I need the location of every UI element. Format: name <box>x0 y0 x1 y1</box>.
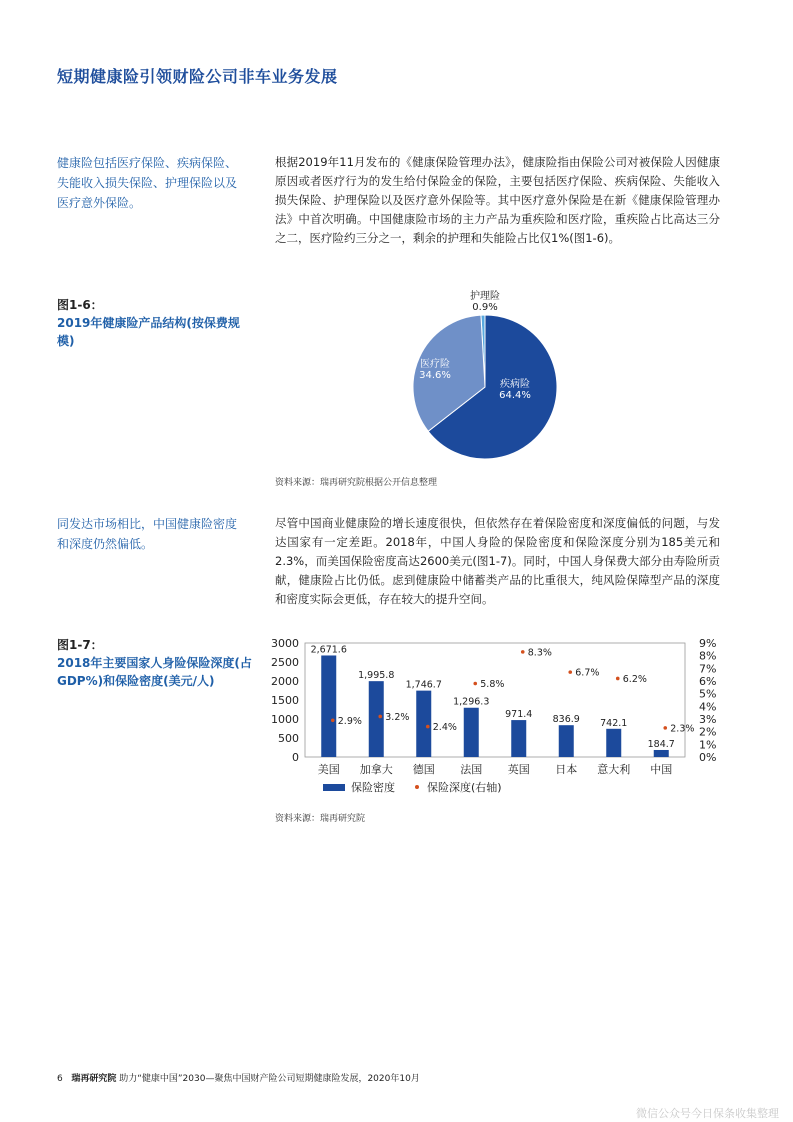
y-left-tick-label: 2500 <box>271 656 299 669</box>
bar-value-label: 1,995.8 <box>358 670 395 682</box>
body-paragraph-2: 尽管中国商业健康险的增长速度很快，但依然存在着保险密度和深度偏低的问题，与发达国家有一定差距。2018年，中国人身险的保险密度和保险深度分别为185美元和2.3%，而美国保险密度高达2600美元(图1-7)。同时，中国人身保费大部分由寿险所贡献，健康险占比仍低。虑到健康险中储蓄类产品的比重很大，纯风险保障型产品的深度和密度实际会更低，存在较大的提升空间。 <box>275 516 720 606</box>
depth-point <box>521 650 525 654</box>
bar <box>321 655 336 757</box>
figure-1-7-caption <box>57 636 257 690</box>
y-right-tick-label: 4% <box>699 700 717 714</box>
body-paragraph-1: 根据2019年11月发布的《健康保险管理办法》，健康险指由保险公司对被保险人因健康原因或者医疗行为的发生给付保险金的保险，主要包括医疗保险、疾病保险、失能收入损失保险、护理保险以及医疗意外保险等。其中医疗意外保险是在新《健康保险管理办法》中首次明确。中国健康险市场的主力产品为重疾险和医疗险，重疾险占比高达三分之二，医疗险约三分之一，剩余的护理和失能险占比仅1%(图1-6)。 <box>275 155 720 245</box>
bar-value-label: 971.4 <box>505 709 533 721</box>
legend-label-depth: 保险深度(右轴) <box>427 781 502 794</box>
bar-value-label: 742.1 <box>600 717 628 729</box>
bar <box>511 720 526 757</box>
depth-point <box>426 725 430 729</box>
y-right-tick-label: 0% <box>699 751 717 764</box>
depth-point-label: 2.9% <box>337 715 362 727</box>
legend-label-density: 保险密度 <box>351 781 395 794</box>
bar-value-label: 1,746.7 <box>405 679 442 691</box>
y-right-tick-label: 9% <box>699 637 717 650</box>
bar <box>464 708 479 757</box>
bar <box>559 725 574 757</box>
footer-title: 助力“健康中国”2030—聚焦中国财产险公司短期健康险发展，2020年10月 <box>119 1074 420 1084</box>
y-left-tick-label: 0 <box>292 751 299 764</box>
y-right-tick-label: 5% <box>699 687 717 701</box>
depth-point <box>568 670 572 674</box>
depth-point-label: 8.3% <box>527 647 552 659</box>
figure-1-7-source: 资料来源：瑞再研究院 <box>275 814 366 824</box>
depth-point <box>663 726 667 730</box>
depth-point <box>331 718 335 722</box>
side-note-health-insurance: 健康险包括医疗保险、疾病保险、失能收入损失保险、护理保险以及医疗意外保险。 <box>57 156 238 210</box>
pie-chart <box>400 285 580 465</box>
x-category-label: 法国 <box>460 763 483 776</box>
page-number: 6 <box>57 1074 63 1084</box>
y-right-tick-label: 1% <box>699 738 717 752</box>
footer <box>57 1071 420 1084</box>
legend-swatch-density <box>323 784 345 791</box>
bar-value-label: 2,671.6 <box>310 644 347 656</box>
y-right-tick-label: 3% <box>699 713 717 726</box>
bar <box>654 750 669 757</box>
x-category-label: 日本 <box>555 763 578 776</box>
x-category-label: 意大利 <box>597 763 631 776</box>
y-left-tick-label: 500 <box>278 732 299 745</box>
y-right-tick-label: 7% <box>699 662 717 676</box>
plot-frame <box>305 643 685 757</box>
depth-point-label: 5.8% <box>480 679 505 691</box>
depth-point-label: 6.7% <box>575 667 600 679</box>
bar <box>606 729 621 757</box>
depth-point <box>378 715 382 719</box>
pie-slice-label: 医疗险 <box>420 359 450 370</box>
bar <box>369 681 384 757</box>
section-title: 短期健康险引领财险公司非车业务发展 <box>57 67 338 86</box>
figure-1-6-title: 2019年健康险产品结构(按保费规模) <box>57 316 240 348</box>
pie-slice-label: 疾病险 <box>500 379 530 390</box>
y-right-tick-label: 6% <box>699 675 717 688</box>
depth-point-label: 6.2% <box>622 673 647 685</box>
bar-value-label: 836.9 <box>552 714 580 726</box>
figure-1-6-source: 资料来源：瑞再研究院根据公开信息整理 <box>275 478 438 488</box>
x-category-label: 中国 <box>650 763 673 776</box>
y-left-tick-label: 2000 <box>271 675 299 688</box>
depth-point-label: 2.3% <box>670 723 695 735</box>
pie-slice-label: 护理险 <box>470 291 500 302</box>
pie-slice-value: 0.9% <box>472 302 498 313</box>
x-category-label: 美国 <box>317 763 340 776</box>
depth-point-label: 3.2% <box>385 711 410 723</box>
side-note-density: 同发达市场相比，中国健康险密度和深度仍然偏低。 <box>57 517 238 551</box>
pie-slice-value: 64.4% <box>499 390 531 401</box>
x-category-label: 加拿大 <box>359 763 393 776</box>
depth-point-label: 2.4% <box>432 722 457 734</box>
y-left-tick-label: 3000 <box>271 637 299 650</box>
x-category-label: 德国 <box>412 763 435 776</box>
footer-publisher: 瑞再研究院 <box>71 1074 117 1084</box>
x-category-label: 英国 <box>507 763 530 776</box>
pie-slice-value: 34.6% <box>419 370 451 381</box>
bar <box>416 691 431 757</box>
figure-1-6-number: 图1-6： <box>57 298 103 312</box>
watermark: 微信公众号今日保条收集整理 <box>636 1107 779 1120</box>
figure-1-7-number: 图1-7： <box>57 638 103 652</box>
figure-1-7-title: 2018年主要国家人身险保险深度(占GDP%)和保险密度(美元/人) <box>57 656 252 688</box>
figure-1-6-caption <box>57 296 257 350</box>
y-left-tick-label: 1500 <box>271 694 299 707</box>
bar-value-label: 1,296.3 <box>453 696 490 708</box>
y-right-tick-label: 8% <box>699 649 717 663</box>
y-left-tick-label: 1000 <box>271 713 299 726</box>
bar-value-label: 184.7 <box>647 738 675 750</box>
y-right-tick-label: 2% <box>699 725 717 739</box>
depth-point <box>616 677 620 681</box>
depth-point <box>473 682 477 686</box>
legend-swatch-depth <box>415 785 419 789</box>
bar-chart <box>265 633 725 803</box>
